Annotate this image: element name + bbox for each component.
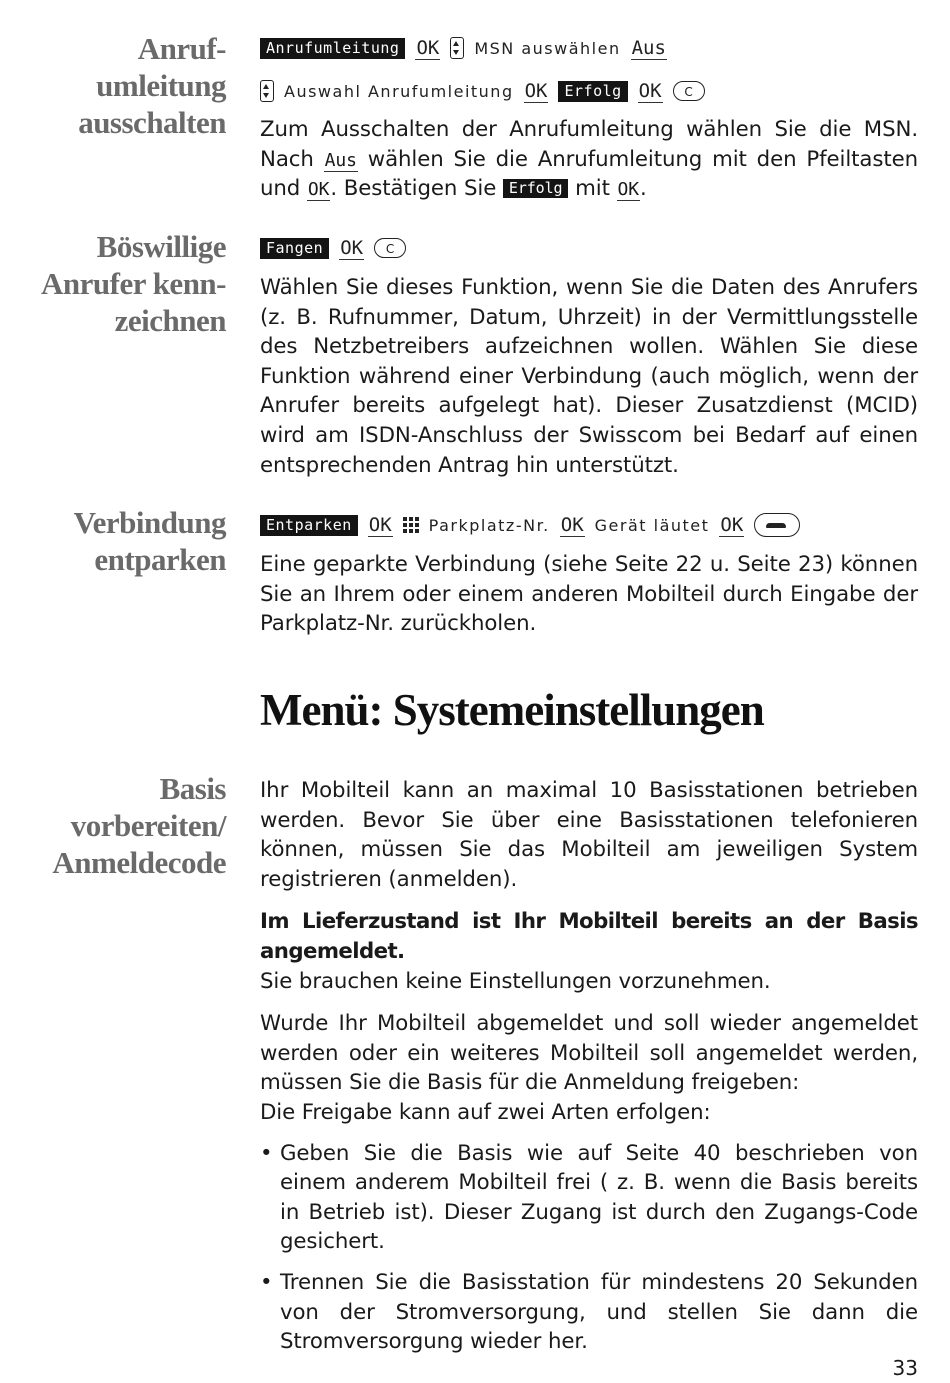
ok-key: OK: [416, 36, 440, 59]
paragraph-basis-3: Wurde Ihr Mobilteil abgemeldet und soll wieder angemeldet werden oder ein weiteres Mobilteil soll angemeldet werden, müssen Sie die Basis für die Anmeldung freigeben: Die Freigabe kann auf zwei Arten erfolgen:: [260, 1011, 918, 1125]
display-entparken: Entparken: [260, 515, 358, 536]
side-heading-boeswillige: Böswillige Anrufer kenn- zeichnen: [41, 229, 226, 338]
key-sequence-fangen: [260, 233, 416, 263]
display-fangen: Fangen: [260, 238, 329, 259]
keypad-icon: [403, 517, 419, 533]
ok-key: OK: [340, 236, 364, 259]
ok-key: OK: [720, 513, 744, 536]
list-item: • Geben Sie die Basis wie auf Seite 40 beschrieben von einem anderem Mobilteil frei ( z. B. wenn die Basis bereits in Betrieb ist). Dieser Zugang ist durch den Zugangs-Code gesichert.: [260, 1140, 918, 1255]
aus-key: Aus: [631, 36, 666, 59]
aus-key: Aus: [324, 149, 357, 171]
display-erfolg: Erfolg: [558, 81, 627, 102]
paragraph-basis-1: Ihr Mobilteil kann an maximal 10 Basisstationen betrieben werden. Bevor Sie über eine Basisstationen telefonieren können, müssen Sie das Mobilteil am jeweiligen System registrieren (anmelden).: [260, 778, 918, 892]
paragraph-boeswillige: Wählen Sie dieses Funktion, wenn Sie die Daten des Anrufers (z. B. Rufnummer, Datum, Uhrzeit) in der Vermittlungsstelle des Netzbetreibers aufzeichnen wollen. Wählen Sie diese Funktion während einer Verbindung (auch möglich, wenn der Anrufer bereits aufgelegt hat). Dieser Zusatzdienst (MCID) wird am ISDN-Anschluss der Swisscom bei Bedarf auf einen entsprechenden Antrag hin unterstützt.: [260, 275, 918, 478]
paragraph-basis-2: Im Lieferzustand ist Ihr Mobilteil bereits an der Basis angemeldet. Sie brauchen keine Einstellungen vorzunehmen.: [260, 909, 918, 994]
key-sequence-2: [260, 76, 715, 106]
ok-key: OK: [307, 179, 330, 201]
bold-note: Im Lieferzustand ist Ihr Mobilteil bereits an der Basis angemeldet.: [260, 909, 918, 964]
side-heading-anrufumleitung: Anruf- umleitung ausschalten: [78, 31, 226, 140]
side-heading-basis: Basis vorbereiten/ Anmeldecode: [52, 771, 226, 880]
up-down-arrow-keys-icon: [260, 80, 274, 102]
ok-key: OK: [638, 79, 662, 102]
ok-key: OK: [524, 79, 548, 102]
page-title: Menü: Systemeinstellungen: [260, 685, 764, 735]
sequence-label: Auswahl Anrufumleitung: [284, 81, 514, 101]
page-number: 33: [892, 1356, 918, 1380]
ok-key: OK: [617, 179, 640, 201]
ok-key: OK: [560, 513, 584, 536]
c-key-icon: C: [673, 81, 705, 101]
sequence-label: MSN auswählen: [474, 38, 621, 58]
basis-content: [260, 776, 918, 1357]
display-erfolg: Erfolg: [503, 179, 569, 198]
side-heading-entparken: Verbindung entparken: [73, 505, 226, 577]
hang-up-key-icon: [754, 513, 800, 537]
sequence-label: Gerät läutet: [594, 515, 710, 535]
key-sequence-1: [260, 33, 677, 63]
paragraph-anrufumleitung: Zum Ausschalten der Anrufumleitung wählen Sie die MSN. Nach Aus wählen Sie die Anrufumleitung mit den Pfeiltasten und OK. Bestätigen Sie Erfolg mit OK.: [260, 117, 918, 202]
up-down-arrow-keys-icon: [450, 37, 464, 59]
bullet: •: [260, 1140, 273, 1166]
c-key-icon: C: [374, 238, 406, 258]
display-anrufumleitung: Anrufumleitung: [260, 38, 405, 59]
list-item: • Trennen Sie die Basisstation für mindestens 20 Sekunden von der Stromversorgung, und stellen Sie dann die Stromversorgung wieder her.: [260, 1269, 918, 1355]
paragraph-entparken: Eine geparkte Verbindung (siehe Seite 22 u. Seite 23) können Sie an Ihrem oder einem anderen Mobilteil durch Eingabe der Parkplatz-Nr. zurückholen.: [260, 552, 918, 637]
ok-key: OK: [368, 513, 392, 536]
bullet: •: [260, 1269, 273, 1295]
key-sequence-entparken: [260, 510, 810, 540]
sequence-label: Parkplatz-Nr.: [428, 515, 550, 535]
